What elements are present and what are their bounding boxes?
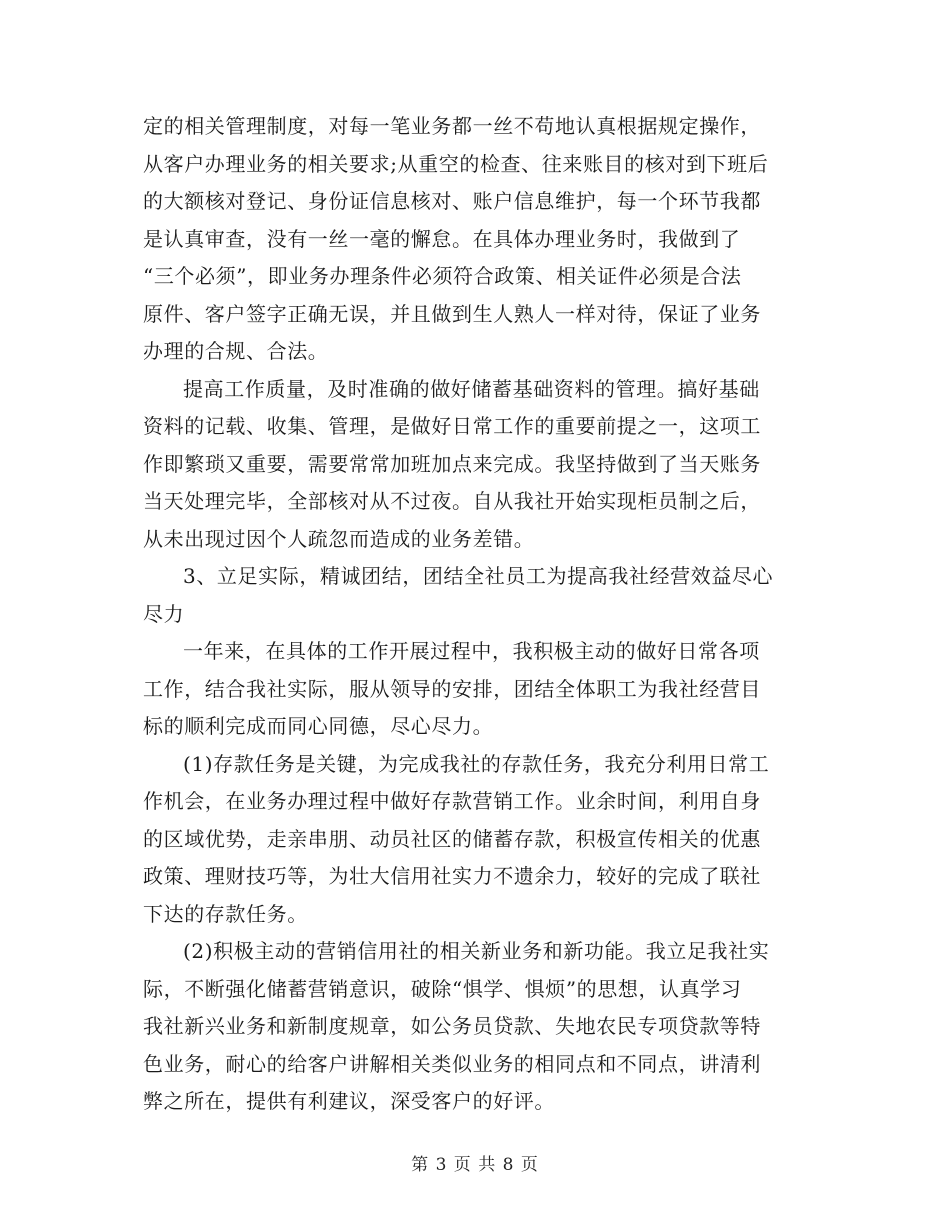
document-body <box>143 108 823 1121</box>
page-footer: 第 3 页 共 8 页 <box>411 1155 539 1175</box>
text-line: 当天处理完毕，全部核对从不过夜。自从我社开始实现柜员制之后， <box>143 489 761 513</box>
text-line: 从未出现过因个人疏忽而造成的业务差错。 <box>143 526 535 551</box>
text-line: 原件、客户签字正确无误，并且做到生人熟人一样对待，保证了业务 <box>143 301 761 326</box>
text-line: 我社新兴业务和新制度规章，如公务员贷款、失地农民专项贷款等特 <box>143 1014 761 1038</box>
text-line: 弊之所在，提供有利建议，深受客户的好评。 <box>143 1089 555 1113</box>
text-line: 资料的记载、收集、管理，是做好日常工作的重要前提之一，这项工 <box>143 414 761 438</box>
text-line: 工作，结合我社实际，服从领导的安排，团结全体职工为我社经营目 <box>143 676 761 701</box>
text-line: “三个必须”，即业务办理条件必须符合政策、相关证件必须是合法 <box>143 264 742 288</box>
text-line: 色业务，耐心的给客户讲解相关类似业务的相同点和不同点，讲清利 <box>143 1051 761 1076</box>
text-line: 办理的合规、合法。 <box>143 339 329 363</box>
text-line: 提高工作质量，及时准确的做好储蓄基础资料的管理。搞好基础 <box>183 376 760 401</box>
text-line: 际，不断强化储蓄营销意识，破除“惧学、惧烦”的思想，认真学习 <box>143 976 742 1001</box>
text-line: 标的顺利完成而同心同德，尽心尽力。 <box>143 714 494 738</box>
text-line: 的区域优势，走亲串朋、动员社区的储蓄存款，积极宣传相关的优惠 <box>143 826 761 851</box>
text-line: 从客户办理业务的相关要求;从重空的检查、往来账目的核对到下班后 <box>143 151 769 176</box>
text-line: 作机会，在业务办理过程中做好存款营销工作。业余时间，利用自身 <box>143 789 761 813</box>
text-line: 定的相关管理制度，对每一笔业务都一丝不苟地认真根据规定操作， <box>143 114 761 138</box>
text-line: 的大额核对登记、身份证信息核对、账户信息维护，每一个环节我都 <box>143 189 761 213</box>
text-line: 作即繁琐又重要，需要常常加班加点来完成。我坚持做到了当天账务 <box>143 451 761 476</box>
text-line: 尽力 <box>143 601 185 626</box>
text-line: 是认真审查，没有一丝一毫的懈怠。在具体办理业务时，我做到了 <box>143 226 741 251</box>
text-line: (1)存款任务是关键，为完成我社的存款任务，我充分利用日常工 <box>183 751 770 776</box>
text-line: 下达的存款任务。 <box>143 901 308 926</box>
text-line: 政策、理财技巧等，为壮大信用社实力不遗余力，较好的完成了联社 <box>143 864 761 888</box>
text-line: 3、立足实际，精诚团结，团结全社员工为提高我社经营效益尽心 <box>183 564 774 588</box>
text-line: (2)积极主动的营销信用社的相关新业务和新功能。我立足我社实 <box>183 939 770 963</box>
text-line: 一年来，在具体的工作开展过程中，我积极主动的做好日常各项 <box>183 639 760 663</box>
